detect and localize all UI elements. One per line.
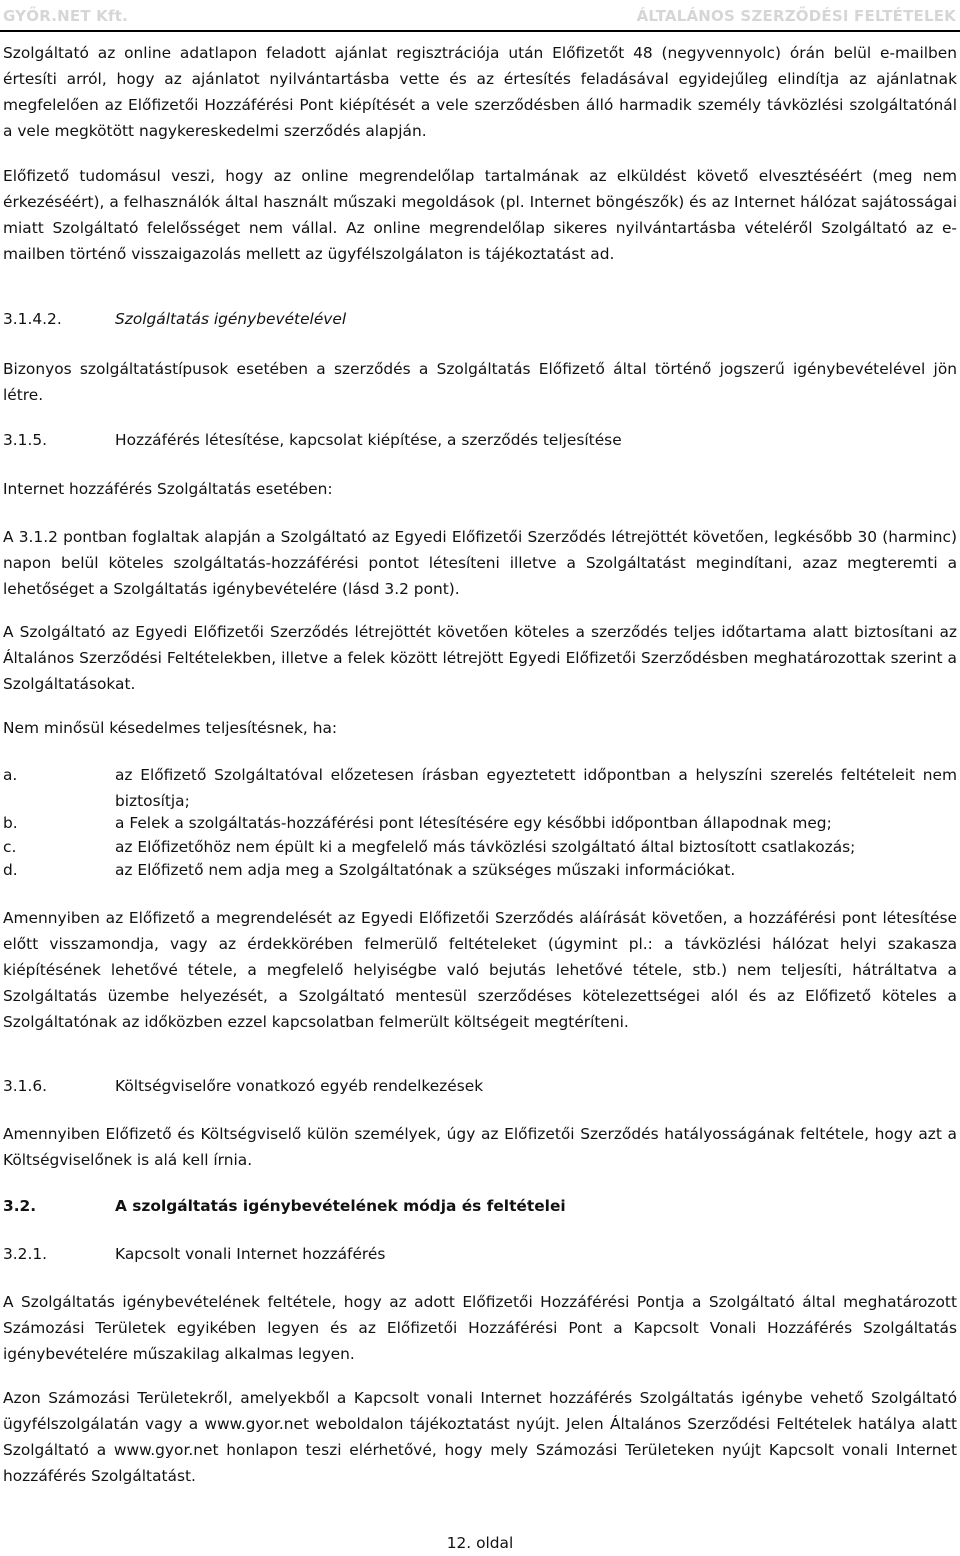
paragraph-numbering-areas: Azon Számozási Területekről, amelyekből a Kapcsolt vonali Internet hozzáférés Szolgáltatás igénybe vehető Szolgáltató ügyfélszolgálatán vagy a www.gyor.net weboldalon tájékoztatást nyújt. Jelen Általános Szerződési Feltételek hatálya alatt Szolgáltató a www.gyor.net honlapon teszi elérhetővé, hogy mely Számozási Területeken nyújt Kapcsolt vonali Internet hozzáférés Szolgáltatást. <box>3 1389 957 1485</box>
section-title: Költségviselőre vonatkozó egyéb rendelkezések <box>115 1077 484 1095</box>
section-number: 3.1.5. <box>3 431 48 449</box>
section-heading-32 <box>0 1193 960 1219</box>
list-item-label: b. <box>3 814 18 832</box>
section-number: 3.2. <box>3 1197 37 1215</box>
list-item-text: az Előfizető Szolgáltatóval előzetesen írásban egyeztetett időpontban a helyszíni szerelés feltételeit nem biztosítja; <box>115 766 957 810</box>
paragraph-service-provision: A Szolgáltató az Egyedi Előfizetői Szerződés létrejöttét követően köteles a szerződés teljes időtartama alatt biztosítani az Általános Szerződési Feltételekben, illetve a felek között létrejött Egyedi Előfizetői Szerződésben meghatározottak szerint a Szolgáltatásokat. <box>3 623 957 693</box>
list-item-text: a Felek a szolgáltatás-hozzáférési pont létesítésére egy későbbi időpontban állapodnak meg; <box>115 814 832 832</box>
header-company: GYŐR.NET Kft. <box>3 7 128 25</box>
section-title: Hozzáférés létesítése, kapcsolat kiépítése, a szerződés teljesítése <box>115 431 622 449</box>
section-heading-321 <box>0 1241 960 1267</box>
section-title: Kapcsolt vonali Internet hozzáférés <box>115 1245 386 1263</box>
page-header <box>0 0 960 26</box>
list-item-text: az Előfizető nem adja meg a Szolgáltatónak a szükséges műszaki információkat. <box>115 861 736 879</box>
paragraph-service-condition: A Szolgáltatás igénybevételének feltétele, hogy az adott Előfizetői Hozzáférési Pontja a Szolgáltató által meghatározott Számozási Területek egyikében legyen és az Előfizetői Hozzáférési Pont a Kapcsolt Vonali Hozzáférés Szolgáltatás igénybevételére műszakilag alkalmas legyen. <box>3 1293 957 1363</box>
section-heading-316 <box>0 1073 960 1099</box>
section-title: Szolgáltatás igénybevételével <box>115 310 347 328</box>
paragraph-cost-bearer: Amennyiben Előfizető és Költségviselő külön személyek, úgy az Előfizetői Szerződés hatályosságának feltétele, hogy azt a Költségviselőnek is alá kell írnia. <box>3 1125 957 1169</box>
paragraph-online-registration: Szolgáltató az online adatlapon feladott ajánlat regisztrációja után Előfizetőt 48 (negyvennyolc) órán belül e-mailben értesíti arról, hogy az ajánlatot nyilvántartásba vette és az értesítés feladásával egyidejűleg elindítja az ajánlatnak megfelelően az Előfizetői Hozzáférési Pont kiépítését a vele szerződésben álló harmadik személy távközlési szolgáltatónál a vele megkötött nagykereskedelmi szerződés alapján. <box>3 44 957 140</box>
section-heading-3142 <box>0 306 960 332</box>
header-rule <box>0 30 960 32</box>
list-item-label: a. <box>3 766 18 784</box>
paragraph-not-delay: Nem minősül késedelmes teljesítésnek, ha: <box>3 719 338 737</box>
page-number: 12. oldal <box>446 1534 514 1552</box>
paragraph-online-form-liability: Előfizető tudomásul veszi, hogy az online megrendelőlap tartalmának az elküldést követő elvesztéséért (meg nem érkezéséért), a felhasználók által használt műszaki megoldások (pl. Internet böngészők) és az Internet hálózat sajátosságai miatt Szolgáltató felelősséget nem vállal. Az online megrendelőlap sikeres nyilvántartásba vételéről Szolgáltató az e-mailben történő visszaigazolás mellett az ügyfélszolgálaton is tájékoztatást ad. <box>3 167 957 263</box>
list-item-label: d. <box>3 861 18 879</box>
paragraph-30-day-deadline: A 3.1.2 pontban foglaltak alapján a Szolgáltató az Egyedi Előfizetői Szerződés létrejöttét követően, legkésőbb 30 (harminc) napon belül köteles szolgáltatás-hozzáférési pontot létesíteni illetve a Szolgáltatást megindítani, azaz megteremti a lehetőséget a Szolgáltatás igénybevételére (lásd 3.2 pont). <box>3 528 957 598</box>
section-heading-315 <box>0 427 960 453</box>
section-number: 3.1.6. <box>3 1077 48 1095</box>
list-item-text: az Előfizetőhöz nem épült ki a megfelelő más távközlési szolgáltató által biztosított csatlakozás; <box>115 838 856 856</box>
section-title: A szolgáltatás igénybevételének módja és feltételei <box>115 1197 566 1215</box>
section-number: 3.1.4.2. <box>3 310 62 328</box>
header-doc-title: ÁLTALÁNOS SZERZŐDÉSI FELTÉTELEK <box>636 7 956 25</box>
paragraph-withdrawal: Amennyiben az Előfizető a megrendelését az Egyedi Előfizetői Szerződés aláírását követően, a hozzáférési pont létesítése előtt visszamondja, vagy az érdekkörében felmerülő feltételeket (úgymint pl.: a távközlési hálózat helyi szakasza kiépítésének lehetővé tétele, a megfelelő helyiségbe való bejutás lehetővé tétele, stb.) nem teljesíti, hátráltatva a Szolgáltatás üzembe helyezését, a Szolgáltató mentesül szerződéses kötelezettségei alól és az Előfizető köteles a Szolgáltatónak az időközben ezzel kapcsolatban felmerült költségeit megtéríteni. <box>3 909 957 1031</box>
paragraph-internet-access-case: Internet hozzáférés Szolgáltatás esetében: <box>3 480 333 498</box>
section-number: 3.2.1. <box>3 1245 48 1263</box>
list-item-label: c. <box>3 838 17 856</box>
paragraph-lawful-use: Bizonyos szolgáltatástípusok esetében a szerződés a Szolgáltatás Előfizető által történő jogszerű igénybevételével jön létre. <box>3 360 957 404</box>
